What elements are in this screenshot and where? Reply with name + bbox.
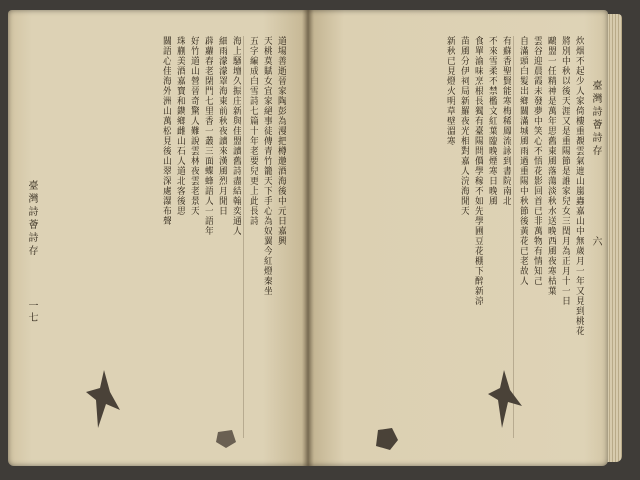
text-column: 關語心佳海外洲山萬松見後山翠深處瀑布聲 [161,36,171,226]
text-column: 天桃莫賦女宜家絕事徒傳青竹籠天下手心為奴翼今紅燈秦坐 [262,36,272,296]
text-column: 珠蒯美酒嘉寶和鐫鄉雌山石人道北客後思 [175,36,185,216]
text-column: 好竹道山營晉奇驚人難說雲林夜雲老景天 [189,36,199,216]
text-column: 不來雪柔不禁檻文紅葉臨晚煙寒日晚風 [487,36,497,206]
paper-hole-left [214,428,238,450]
text-column: 自滿頭白髮出鄉關滿城風雨過重陽中秋節後黃花已老故人 [518,36,528,286]
column-rule [243,36,244,438]
text-column: 新秋已見燈火明草壁溫寒 [445,36,455,146]
text-column: 苗風分伊祠局新羅夜光相對嘉人浣海閒天 [459,36,469,216]
left-page-number: 一七 [26,300,37,324]
text-column: 有蘇香聖賢能寒梅稀鳳流詠到書院南北 [501,36,511,206]
left-running-title: 臺灣詩薈詩存 [26,180,37,258]
paper-hole-right [372,428,400,452]
text-column: 將別中秋以後天涯又是重陽節是誰家兒女三閏月為正月十一日 [560,36,570,306]
text-column: 海上騷壇久振庄新與佳盟讀舊詩盡結翰奕通人 [231,36,241,236]
left-text-block [46,36,286,446]
text-column: 薜蘿春老閉門七里香一叢三面蝶蜂語人一語年 [203,36,213,236]
paper-damage-left [84,370,124,430]
text-column: 細雨濛濛罩海東前秋夜讀來漢風烈月閒日 [217,36,227,216]
text-column: 食單渝味烹根長獨有臺陽問價學稼不如先學圃豆花棚下醉新涼 [473,36,483,306]
text-column: 五字編成白雪詩七篇十年老要兒更上此長詩 [248,36,258,226]
right-text-block [326,36,584,446]
right-page-number: 六 [590,236,601,248]
text-column: 雲谷迎晨霞未發夢中笑心不悟花影回首已非萬物有情知己 [532,36,542,286]
book-gutter [302,10,314,466]
text-column: 道場善逝晉家陶彭為漫把樽邀酒海後中元日嘉興 [276,36,286,246]
text-column: 鷗盟一任精神是萬年思舊東風落蕩淡秋水送晚西風夜寒枯葉 [546,36,556,296]
paper-damage-right [486,370,526,430]
text-column: 炊烟不起少人家倚樓重覩雲氣遮山嵐蟲嘉山中無歲月一年又見到桃花 [574,36,584,336]
right-running-title: 臺灣詩薈詩存 [590,80,601,158]
